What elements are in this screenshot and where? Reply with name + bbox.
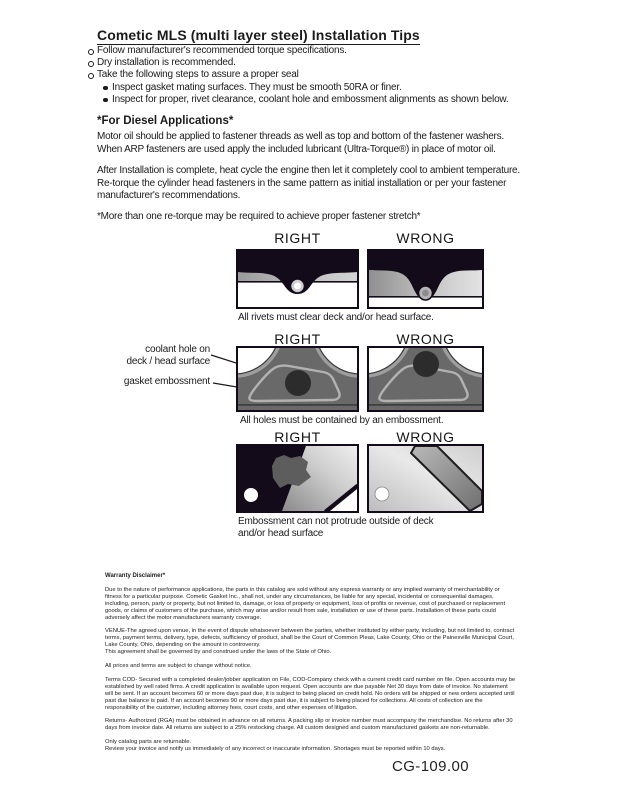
diesel-paragraph: After Installation is complete, heat cycle the engine then let it completely cool to ambient temperature. Re-torque the cylinder head fasteners in the same pattern as initial installation or per your fastener manufacturer's recommendations.	[97, 165, 520, 202]
legal-paragraph: This agreement shall be governed by and construed under the laws of the State of Ohio.	[105, 649, 332, 656]
diesel-paragraph: Motor oil should be applied to fastener threads as well as top and bottom of the fastener washers. When ARP fasteners are used apply the included lubricant (Ultra-Torque®) in place of motor oil.	[97, 131, 504, 155]
installation-tips-list	[88, 45, 528, 106]
legal-paragraph: Due to the nature of performance applications, the parts in this catalog are sold without any express warranty or any implied warranty of merchantability or fitness for a particular purpose. Cometic Gasket Inc., shall not, under any circumstances, be liable for any special, incidental or consequential damages, including, person, party or property, but not limited to, damage, or loss of property or equipment, loss of profits or revenue, cost of purchased or replacement goods, or claims of customers of the purchase, which may arise and/or result from sale, installation or use of these parts. Installation of these parts could adversely affect the motor manufacturers warranty coverage.	[105, 586, 506, 621]
diagram-holes-right-panel	[236, 346, 359, 412]
gasket-embossment-label: gasket embossment	[123, 376, 210, 387]
diagram-rivet-right-panel	[236, 249, 359, 309]
diagram-holes-wrong-panel	[367, 346, 484, 412]
rivet-wrong-illustration	[367, 249, 484, 309]
diesel-heading: *For Diesel Applications*	[97, 115, 234, 127]
holes-wrong-label: WRONG	[396, 331, 455, 347]
list-item	[103, 82, 528, 94]
diagram-embossment-right-panel	[236, 444, 359, 513]
coolant-hole-label	[108, 344, 210, 367]
rivet-caption: All rivets must clear deck and/or head surface.	[238, 312, 434, 323]
holes-caption: All holes must be contained by an embossment.	[240, 415, 444, 426]
diesel-note: *More than one re-torque may be required to achieve proper fastener stretch*	[97, 211, 421, 223]
coolant-hole-icon	[413, 351, 439, 377]
list-item	[103, 94, 528, 106]
legal-paragraph: Returns- Authorized (RGA) must be obtained in advance on all returns. A packing slip or invoice number must accompany the merchandise. No returns after 30 days from invoice date. All returns are subject to a 25% restocking charge. All custom designed and custom manufactured gaskets are non-returnable.	[105, 718, 513, 732]
tip-text: Take the following steps to assure a proper seal	[97, 69, 299, 81]
tip-text: Inspect gasket mating surfaces. They must be smooth 50RA or finer.	[112, 81, 402, 93]
embossment-caption-line1: Embossment can not protrude outside of deck	[238, 516, 434, 527]
holes-wrong-illustration	[367, 346, 484, 412]
rivet-wrong-label: WRONG	[396, 230, 455, 246]
embossment-right-illustration	[236, 444, 359, 513]
page-title: Cometic MLS (multi layer steel) Installation Tips	[97, 27, 420, 43]
embossment-caption	[238, 516, 488, 539]
list-item	[88, 57, 528, 69]
bolt-hole-icon	[375, 487, 389, 501]
diesel-applications-section	[97, 115, 523, 233]
bolt-hole-icon	[244, 488, 258, 502]
diagram-rivet-wrong-panel	[367, 249, 484, 309]
embossment-right-label: RIGHT	[274, 429, 321, 445]
coolant-hole-icon	[285, 370, 311, 396]
holes-right-label: RIGHT	[274, 331, 321, 347]
legal-section	[105, 573, 517, 759]
legal-paragraph: All prices and terms are subject to change without notice.	[105, 662, 252, 669]
list-item	[88, 69, 528, 81]
tip-text: Inspect for proper, rivet clearance, coolant hole and embossment alignments as shown below.	[112, 93, 509, 105]
list-item	[88, 45, 528, 57]
coolant-hole-label-line1: coolant hole on	[145, 344, 210, 355]
tip-text: Follow manufacturer's recommended torque specifications.	[97, 45, 347, 56]
embossment-wrong-illustration	[367, 444, 484, 513]
holes-right-illustration	[236, 346, 359, 412]
page-number: CG-109.00	[392, 758, 469, 775]
coolant-hole-label-line2: deck / head surface	[126, 355, 210, 367]
embossment-wrong-label: WRONG	[396, 429, 455, 445]
legal-paragraph: Terms COD- Secured with a completed dealer/jobber application on File, COD-Company check with a current credit card number on file. Open accounts may be established by well rated firms. A credit application is available upon request. Open accounts are due payable Net 30 days from date of invoice. No statement will be sent. If an account becomes 60 or more days past due, it is subject to being placed on credit hold. No orders will be shipped or new orders accepted until past due balance is paid. If an account becomes 90 or more days past due, it is subject to being placed for collections. All costs of collection are the responsibility of the customer, including attorney fees, court costs, and other expenses of litigation.	[105, 676, 516, 711]
rivet-right-illustration	[236, 249, 359, 309]
warranty-disclaimer-heading: Warranty Disclaimer*	[105, 573, 166, 579]
diagram-embossment-wrong-panel	[367, 444, 484, 513]
embossment-caption-line2: and/or head surface	[238, 527, 324, 539]
legal-paragraph: Review your invoice and notify us immediately of any incorrect or inaccurate information. Shortages must be reported within 10 days.	[105, 745, 446, 752]
tip-text: Dry installation is recommended.	[97, 57, 236, 69]
legal-paragraph: Only catalog parts are returnable.	[105, 738, 192, 745]
rivet-right-label: RIGHT	[274, 230, 321, 246]
legal-paragraph: VENUE-The agreed upon venue, in the event of dispute whatsoever between the parties, whether instituted by either party, including, but not limited to, contract terms, payment terms, delivery, type, defects, sufficiency of product, shall be the Court of Common Pleas, Lake County, Ohio or the Painesville Municipal Court, Lake County, Ohio, depending on the amount in controversy.	[105, 628, 515, 649]
